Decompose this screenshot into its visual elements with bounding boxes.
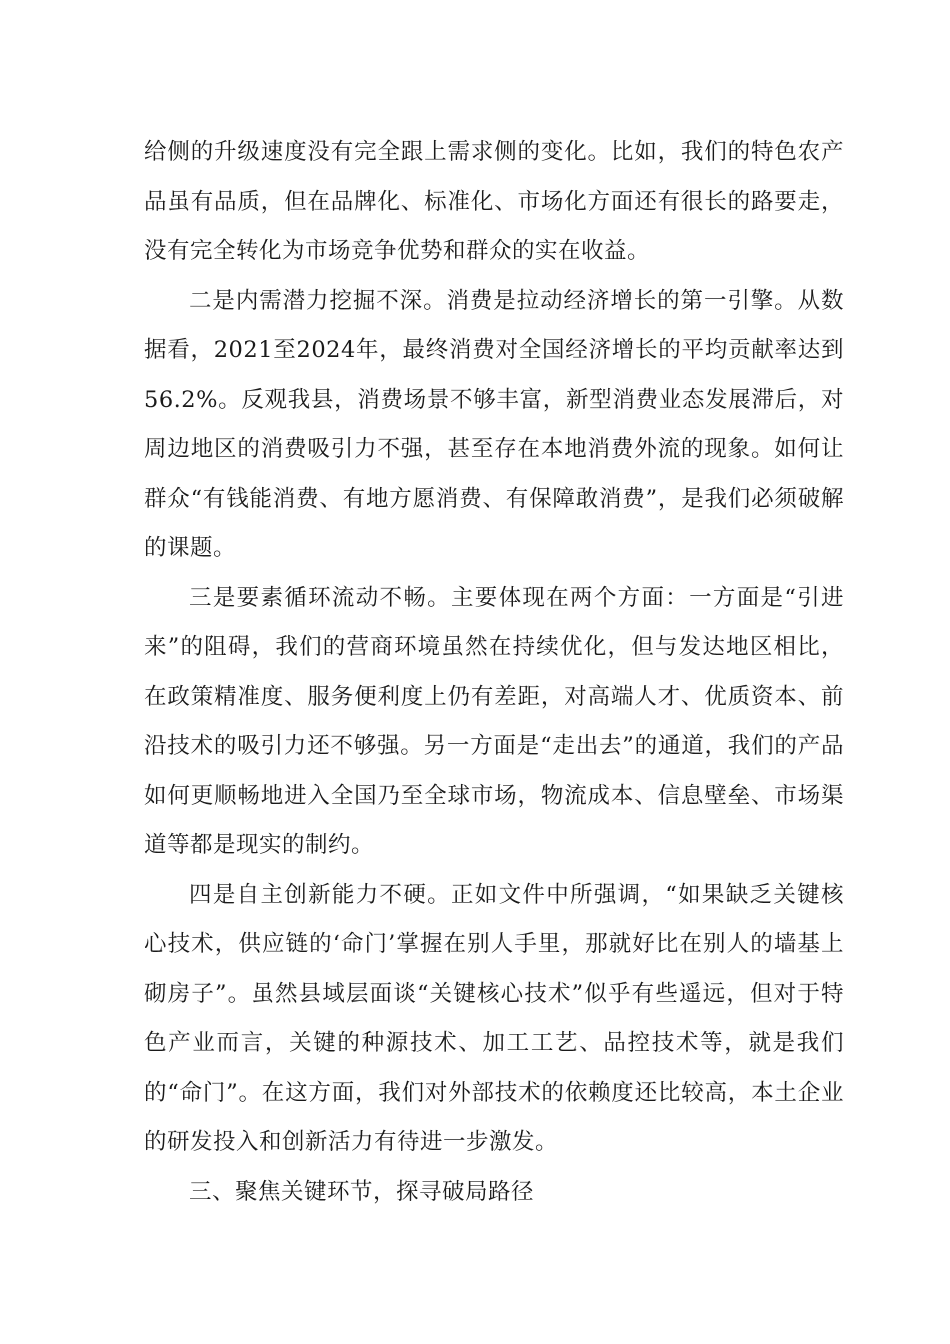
paragraph-domestic-demand: 二是内需潜力挖掘不深。消费是拉动经济增长的第一引擎。从数据看，2021至2024年，最终消费对全国经济增长的平均贡献率达到56.2%。反观我县，消费场景不够丰富，新型消费业态发展滞后，对周边地区的消费吸引力不强，甚至存在本地消费外流的现象。如何让群众“有钱能消费、有地方愿消费、有保障敢消费”，是我们必须破解的课题。 (144, 287, 844, 561)
paragraph-supply-side: 给侧的升级速度没有完全跟上需求侧的变化。比如，我们的特色农产品虽有品质，但在品牌化、标准化、市场化方面还有很长的路要走，没有完全转化为市场竞争优势和群众的实在收益。 (144, 139, 844, 264)
paragraph-factor-circulation: 三是要素循环流动不畅。主要体现在两个方面：一方面是“引进来”的阻碍，我们的营商环境虽然在持续优化，但与发达地区相比，在政策精准度、服务便利度上仍有差距，对高端人才、优质资本、前沿技术的吸引力还不够强。另一方面是“走出去”的通道，我们的产品如何更顺畅地进入全国乃至全球市场，物流成本、信息壁垒、市场渠道等都是现实的制约。 (144, 584, 844, 858)
document-body (144, 128, 844, 1217)
section-heading-key-links: 三、聚焦关键环节，探寻破局路径 (189, 1178, 535, 1205)
paragraph-innovation: 四是自主创新能力不硬。正如文件中所强调，“如果缺乏关键核心技术，供应链的‘命门’掌握在别人手里，那就好比在别人的墙基上砌房子”。虽然县域层面谈“关键核心技术”似乎有些遥远，但对于特色产业而言，关键的种源技术、加工工艺、品控技术等，就是我们的“命门”。在这方面，我们对外部技术的依赖度还比较高，本土企业的研发投入和创新活力有待进一步激发。 (144, 881, 844, 1155)
